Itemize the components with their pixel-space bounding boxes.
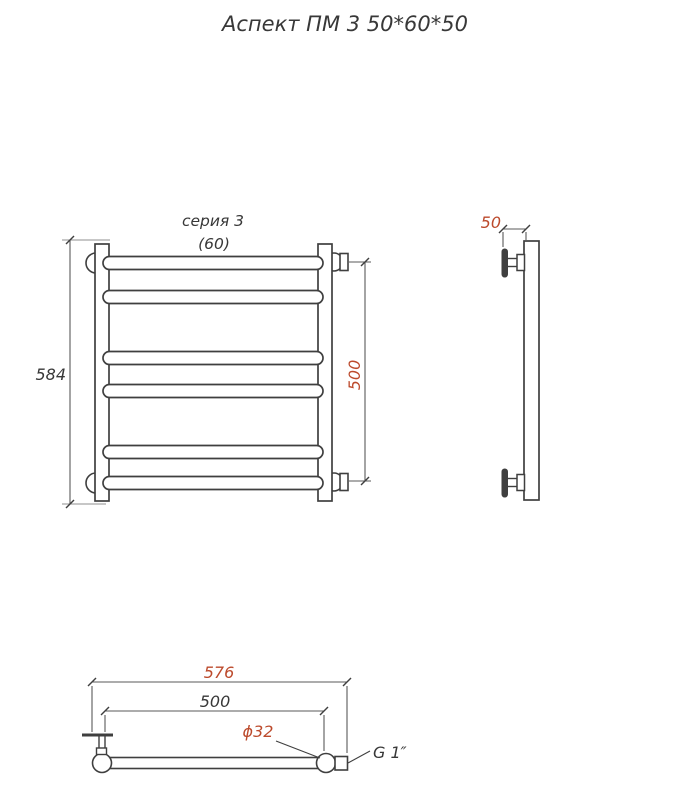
pipe-diameter-callout: [243, 722, 320, 758]
rail-5: [103, 446, 323, 459]
leader-line-diameter: [276, 741, 320, 758]
dim-text-500-front: 500: [345, 359, 364, 391]
dim-text-584: 584: [35, 365, 66, 384]
dim-mount-spacing: [101, 692, 328, 751]
dim-rail-spacing: [345, 258, 371, 485]
rail-6: [103, 477, 323, 490]
rail-2: [103, 291, 323, 304]
dim-text-50: 50: [480, 213, 501, 232]
thread-fitting: [335, 757, 348, 771]
drawing-title: Аспект ПМ 3 50*60*50: [222, 12, 468, 36]
tube-end-right: [317, 754, 336, 773]
tube-end-left: [93, 754, 112, 773]
collector-right: [318, 244, 332, 501]
size-label: (60): [198, 235, 230, 253]
side-bracket-top: [502, 249, 525, 277]
pipe-diameter-text: ϕ32: [242, 722, 274, 741]
wall-flange-bottom: [502, 469, 508, 497]
tube: [102, 758, 327, 769]
front-view: [35, 212, 371, 508]
side-collector: [524, 241, 539, 500]
dim-text-500-bottom: 500: [199, 692, 231, 711]
bracket-nut-top: [517, 255, 525, 271]
rail-3: [103, 352, 323, 365]
thread-size-text: G 1″: [373, 743, 407, 762]
dim-wall-offset: [481, 213, 530, 247]
collector-left: [95, 244, 109, 501]
series-label: серия 3: [181, 212, 245, 230]
side-bracket-bottom: [502, 469, 525, 497]
fitting-nut-top-right: [340, 254, 348, 271]
top-view: [82, 663, 407, 773]
thread-callout: [348, 743, 407, 763]
bracket-nut-bottom: [517, 475, 525, 491]
side-view: [481, 213, 539, 500]
bracket-nut-top-view: [97, 748, 107, 755]
rail-1: [103, 257, 323, 270]
fitting-nut-bottom-right: [340, 474, 348, 491]
rail-4: [103, 385, 323, 398]
wall-flange-top: [502, 249, 508, 277]
dim-text-576: 576: [203, 663, 235, 682]
wall-flange-top-view: [82, 734, 113, 737]
top-view-bracket: [82, 734, 113, 755]
leader-line-thread: [348, 751, 370, 763]
